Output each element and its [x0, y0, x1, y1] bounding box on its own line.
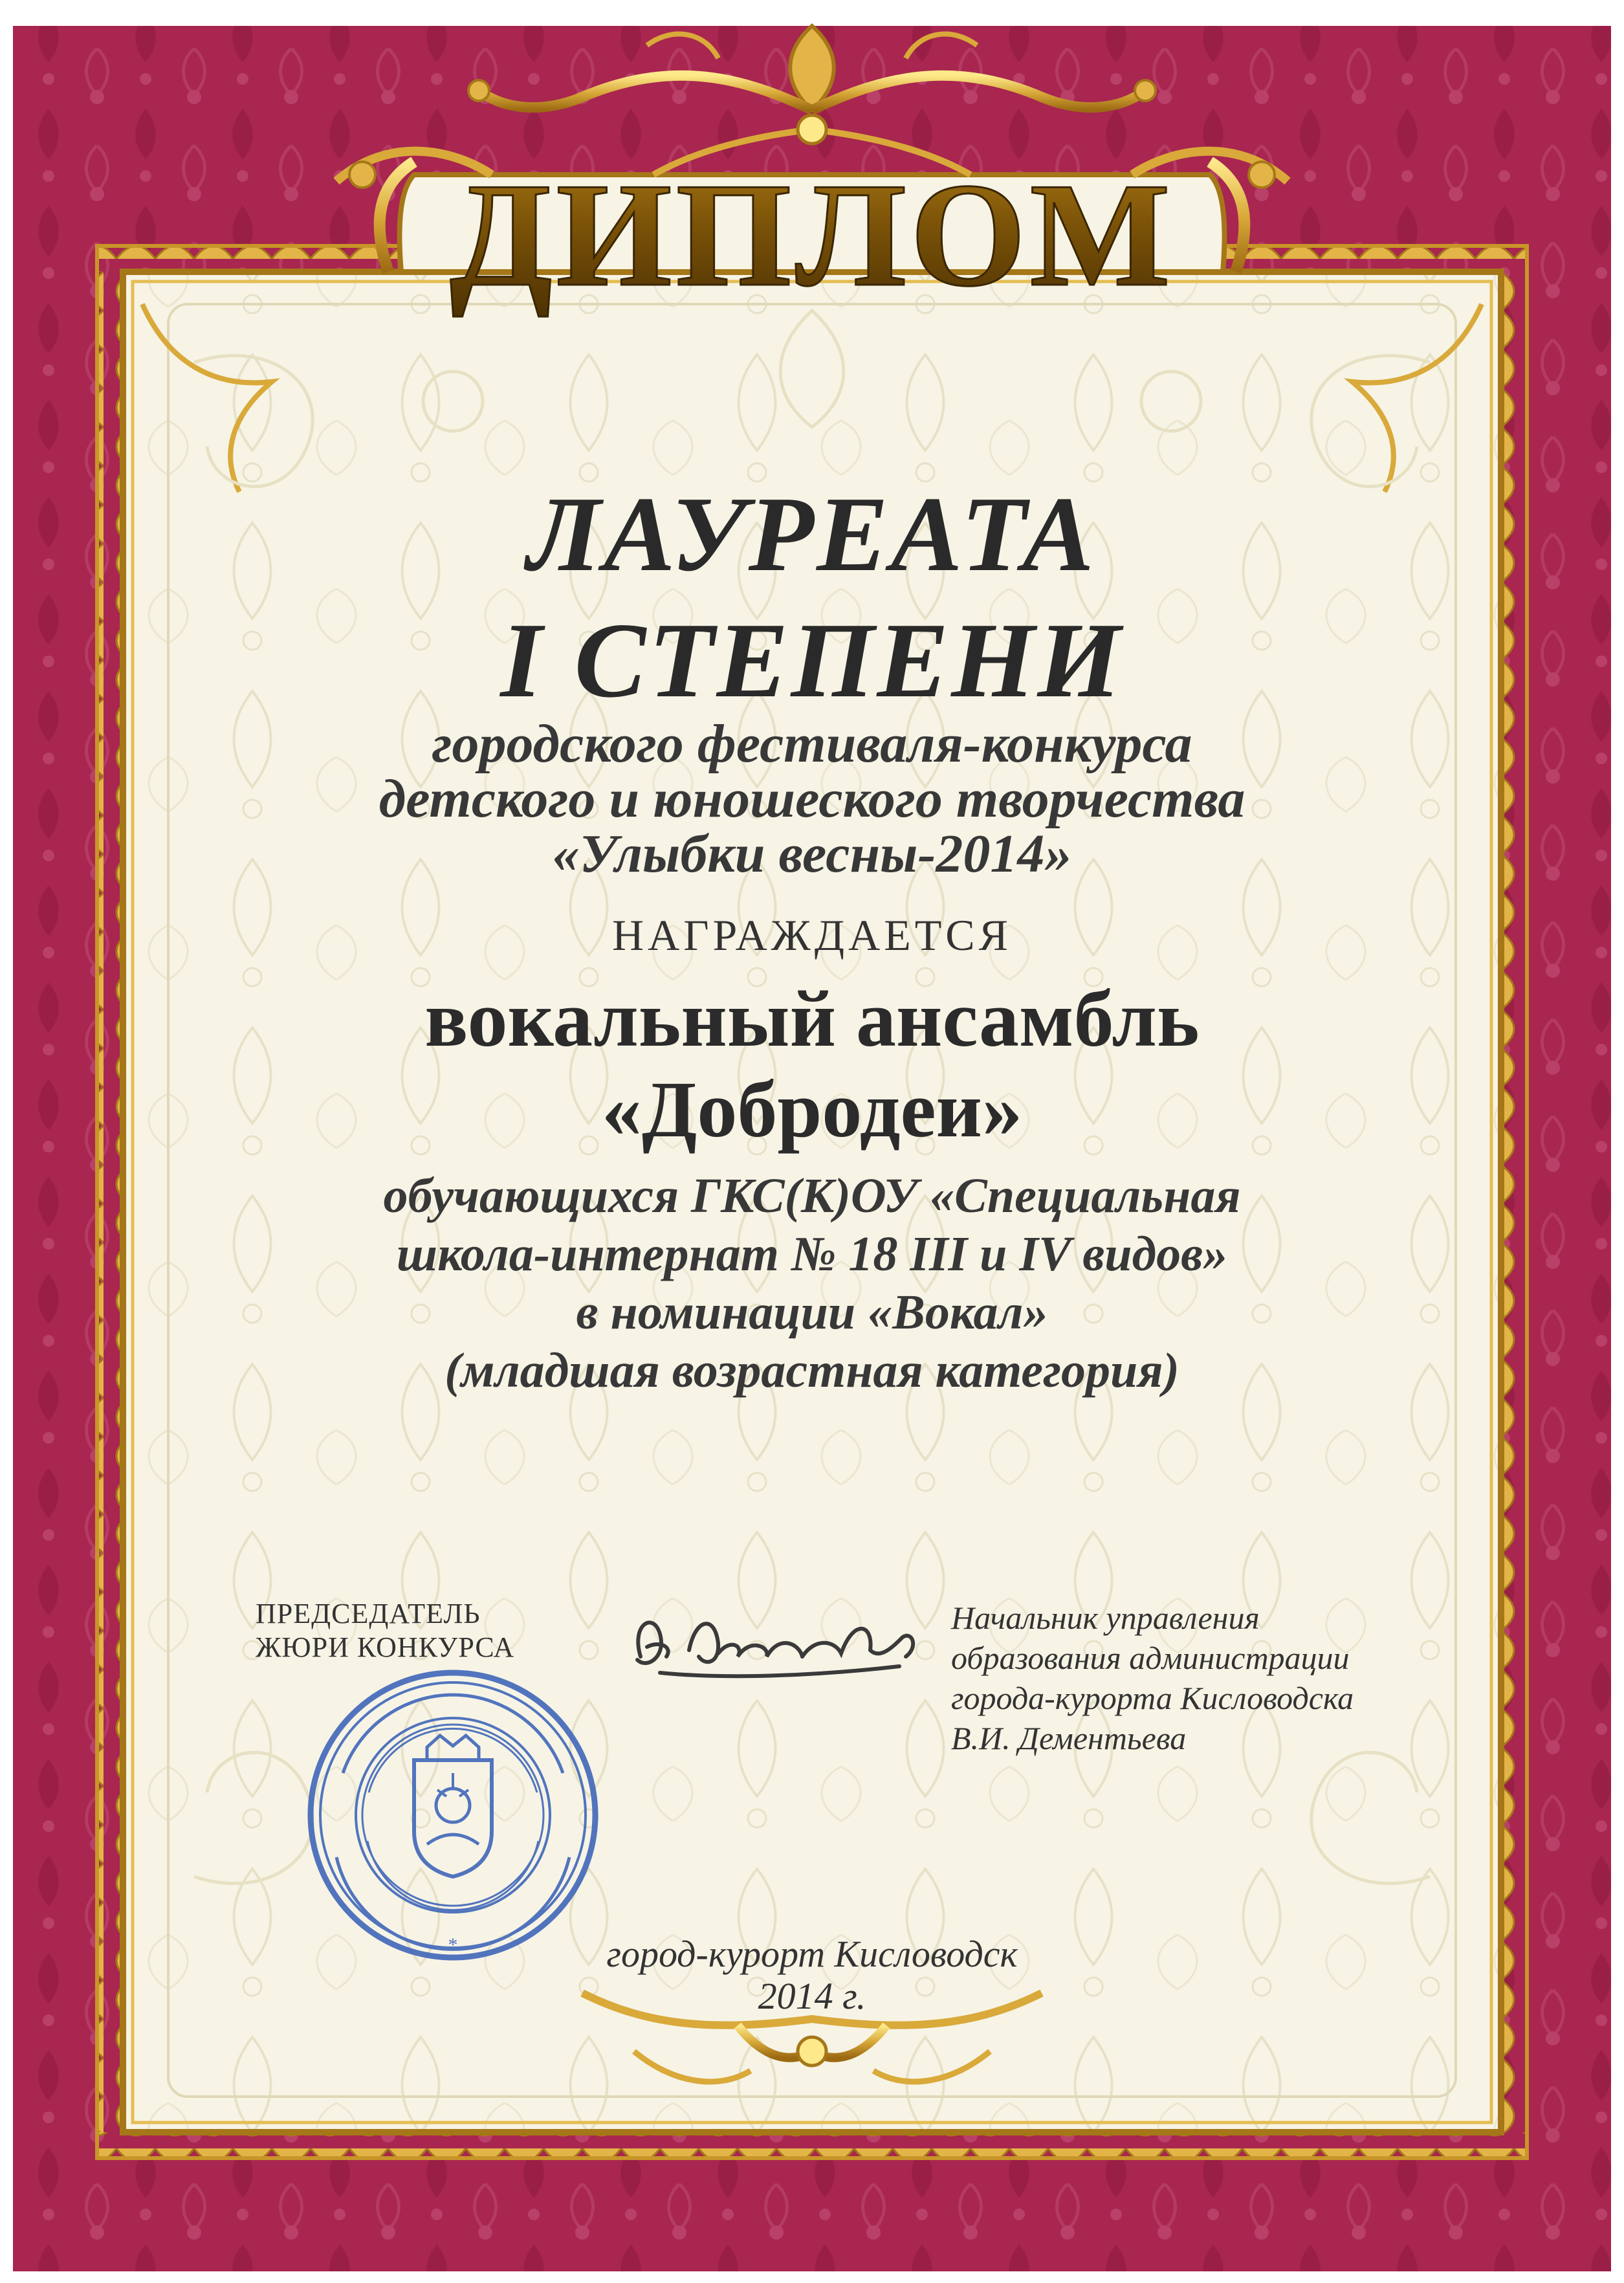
official-title-3: города-курорта Кисловодска [951, 1680, 1354, 1716]
jury-chair-label-2: ЖЮРИ КОНКУРСА [256, 1631, 515, 1663]
laureate-heading: ЛАУРЕАТА [527, 474, 1097, 593]
recipient-line-1: вокальный ансамбль [424, 975, 1200, 1063]
degree-heading: I СТЕПЕНИ [500, 601, 1124, 720]
nomination-line: в номинации «Вокал» [576, 1285, 1048, 1340]
festival-name: «Улыбки весны-2014» [552, 824, 1072, 884]
footer-city: город-курорт Кисловодск [606, 1933, 1018, 1975]
official-title-2: образования администрации [951, 1640, 1350, 1676]
svg-text:*: * [448, 1934, 458, 1956]
details-line-2: школа-интернат № 18 III и IV видов» [396, 1227, 1228, 1281]
official-title-1: Начальник управления [951, 1600, 1260, 1636]
age-category-line: (младшая возрастная категория) [444, 1343, 1180, 1398]
festival-line-1: городского фестиваля-конкурса [432, 714, 1192, 774]
official-name: В.И. Дементьева [951, 1720, 1187, 1756]
festival-line-2: детского и юношеского творчества [379, 769, 1245, 829]
jury-chair-label-1: ПРЕДСЕДАТЕЛЬ [256, 1598, 481, 1629]
details-line-1: обучающихся ГКС(К)ОУ «Специальная [383, 1169, 1241, 1223]
awarded-label: НАГРАЖДАЕТСЯ [612, 910, 1012, 960]
recipient-name: «Добродеи» [602, 1065, 1022, 1154]
diploma-title: ДИПЛОМ [450, 152, 1174, 317]
footer-year: 2014 г. [758, 1975, 866, 2017]
